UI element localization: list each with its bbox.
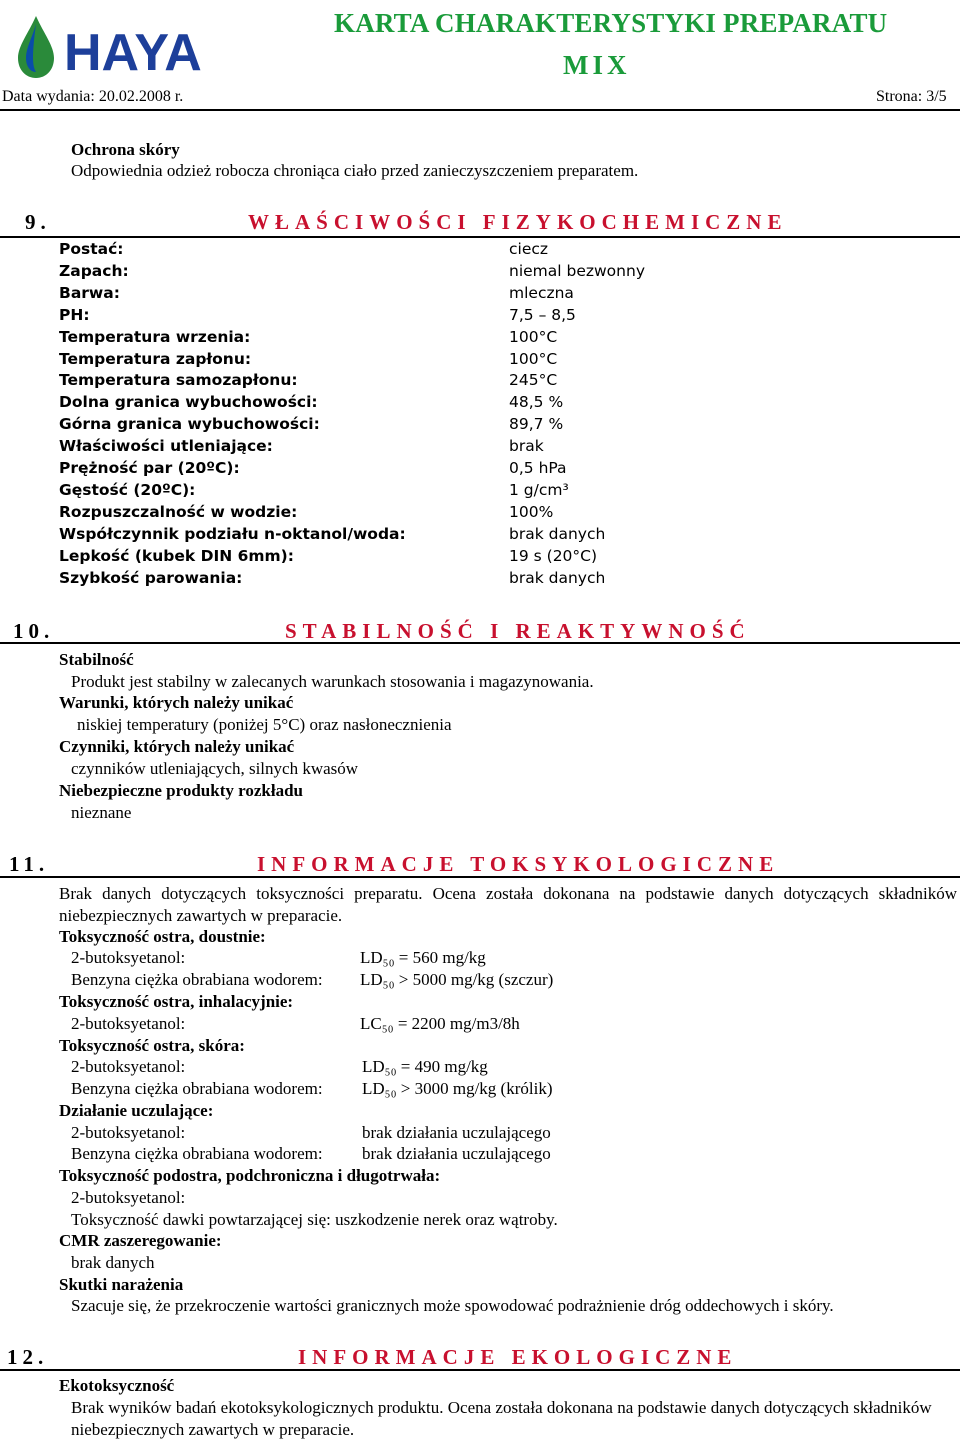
- product-name: MIX: [563, 50, 631, 80]
- property-value: brak: [509, 437, 544, 455]
- dermal-value-1: LD₅₀ = 490 mg/kg: [362, 1057, 488, 1076]
- property-value: 0,5 hPa: [509, 459, 567, 477]
- sensitization-value-1: brak działania uczulającego: [362, 1123, 551, 1142]
- property-value: 19 s (20°C): [509, 547, 598, 565]
- ecotoxicity-text: Brak wyników badań ekotoksykologicznych produktu. Ocena została dokonana na podstawie danych dotyczących składników niebezpiecznych zawartych w preparacie.: [71, 1398, 932, 1439]
- stability-text: Produkt jest stabilny w zalecanych warunkach stosowania i magazynowania.: [71, 672, 594, 691]
- sensitization-substance-1: 2-butoksyetanol:: [71, 1123, 186, 1142]
- header-divider: [0, 109, 960, 111]
- property-label: Współczynnik podziału n-oktanol/woda:: [59, 525, 406, 543]
- inhalation-substance-1: 2-butoksyetanol:: [71, 1014, 186, 1033]
- section9-number: 9.: [25, 210, 51, 234]
- oral-heading: Toksyczność ostra, doustnie:: [59, 927, 266, 946]
- section12-number: 12.: [7, 1345, 49, 1369]
- property-label: Górna granica wybuchowości:: [59, 415, 320, 433]
- cmr-text: brak danych: [71, 1253, 155, 1272]
- oral-substance-2: Benzyna ciężka obrabiana wodorem:: [71, 970, 323, 989]
- sensitization-substance-2: Benzyna ciężka obrabiana wodorem:: [71, 1144, 323, 1163]
- property-value: 1 g/cm³: [509, 481, 569, 499]
- avoid-factors-text: czynników utleniających, silnych kwasów: [71, 759, 359, 778]
- ecotoxicity-heading: Ekotoksyczność: [59, 1376, 175, 1395]
- section10-number: 10.: [13, 619, 55, 643]
- property-label: Barwa:: [59, 284, 120, 302]
- dermal-substance-1: 2-butoksyetanol:: [71, 1057, 186, 1076]
- property-label: Lepkość (kubek DIN 6mm):: [59, 547, 294, 565]
- property-value: brak danych: [509, 569, 606, 587]
- property-value: ciecz: [509, 240, 549, 258]
- property-label: Postać:: [59, 240, 124, 258]
- section11-title: INFORMACJE TOKSYKOLOGICZNE: [257, 852, 780, 876]
- avoid-conditions-heading: Warunki, których należy unikać: [59, 693, 294, 712]
- haya-logo: [14, 14, 254, 80]
- property-value: 100°C: [509, 328, 558, 346]
- oral-value-1: LD₅₀ = 560 mg/kg: [360, 948, 486, 967]
- property-value: mleczna: [509, 284, 574, 302]
- avoid-factors-heading: Czynniki, których należy unikać: [59, 737, 295, 756]
- exposure-effects-heading: Skutki narażenia: [59, 1275, 184, 1294]
- property-label: Temperatura zapłonu:: [59, 350, 252, 368]
- property-label: Temperatura wrzenia:: [59, 328, 251, 346]
- cmr-heading: CMR zaszeregowanie:: [59, 1231, 222, 1250]
- skin-protection-heading: Ochrona skóry: [71, 140, 180, 159]
- section11-number: 11.: [9, 852, 50, 876]
- dermal-heading: Toksyczność ostra, skóra:: [59, 1036, 245, 1055]
- property-label: Gęstość (20ºC):: [59, 481, 196, 499]
- issue-date: Data wydania: 20.02.2008 r.: [2, 88, 184, 105]
- inhalation-value-1: LC₅₀ = 2200 mg/m3/8h: [360, 1014, 520, 1033]
- avoid-conditions-text: niskiej temperatury (poniżej 5°C) oraz nasłonecznienia: [77, 715, 452, 734]
- property-value: 7,5 – 8,5: [509, 306, 576, 324]
- document-title: KARTA CHARAKTERYSTYKI PREPARATU: [334, 8, 888, 38]
- sensitization-value-2: brak działania uczulającego: [362, 1144, 551, 1163]
- section9-title: WŁAŚCIWOŚCI FIZYKOCHEMICZNE: [248, 210, 788, 234]
- property-label: Prężność par (20ºC):: [59, 459, 240, 477]
- subchronic-substance: 2-butoksyetanol:: [71, 1188, 186, 1207]
- drop-icon: [18, 16, 54, 78]
- property-value: 100%: [509, 503, 554, 521]
- property-label: Rozpuszczalność w wodzie:: [59, 503, 298, 521]
- property-label: Temperatura samozapłonu:: [59, 371, 298, 389]
- section10-title: STABILNOŚĆ I REAKTYWNOŚĆ: [285, 619, 751, 643]
- property-value: niemal bezwonny: [509, 262, 645, 280]
- property-value: 48,5 %: [509, 393, 564, 411]
- property-label: PH:: [59, 306, 90, 324]
- dermal-value-2: LD₅₀ > 3000 mg/kg (królik): [362, 1079, 553, 1098]
- property-value: 89,7 %: [509, 415, 564, 433]
- property-label: Zapach:: [59, 262, 129, 280]
- property-label: Właściwości utleniające:: [59, 437, 273, 455]
- sensitization-heading: Działanie uczulające:: [59, 1101, 214, 1120]
- section9-rule: [0, 236, 960, 238]
- property-value: 245°C: [509, 371, 558, 389]
- property-label: Dolna granica wybuchowości:: [59, 393, 318, 411]
- subchronic-text: Toksyczność dawki powtarzającej się: uszkodzenie nerek oraz wątroby.: [71, 1210, 558, 1229]
- skin-protection-text: Odpowiednia odzież robocza chroniąca ciało przed zanieczyszczeniem preparatem.: [71, 161, 639, 180]
- oral-substance-1: 2-butoksyetanol:: [71, 948, 186, 967]
- decomposition-heading: Niebezpieczne produkty rozkładu: [59, 781, 303, 800]
- section12-title: INFORMACJE EKOLOGICZNE: [298, 1345, 738, 1369]
- property-value: brak danych: [509, 525, 606, 543]
- exposure-effects-text: Szacuje się, że przekroczenie wartości granicznych może spowodować podrażnienie dróg oddechowych i skóry.: [71, 1296, 834, 1315]
- oral-value-2: LD₅₀ > 5000 mg/kg (szczur): [360, 970, 554, 989]
- logo-text: HAYA: [64, 24, 202, 80]
- property-value: 100°C: [509, 350, 558, 368]
- decomposition-text: nieznane: [71, 803, 132, 822]
- property-label: Szybkość parowania:: [59, 569, 243, 587]
- dermal-substance-2: Benzyna ciężka obrabiana wodorem:: [71, 1079, 323, 1098]
- page-number: Strona: 3/5: [876, 88, 947, 105]
- stability-heading: Stabilność: [59, 650, 134, 669]
- toxicology-intro: Brak danych dotyczących toksyczności preparatu. Ocena została dokonana na podstawie danych dotyczących składników niebezpiecznych zawartych w preparacie.: [59, 884, 957, 925]
- inhalation-heading: Toksyczność ostra, inhalacyjnie:: [59, 992, 294, 1011]
- subchronic-heading: Toksyczność podostra, podchroniczna i długotrwała:: [59, 1166, 441, 1185]
